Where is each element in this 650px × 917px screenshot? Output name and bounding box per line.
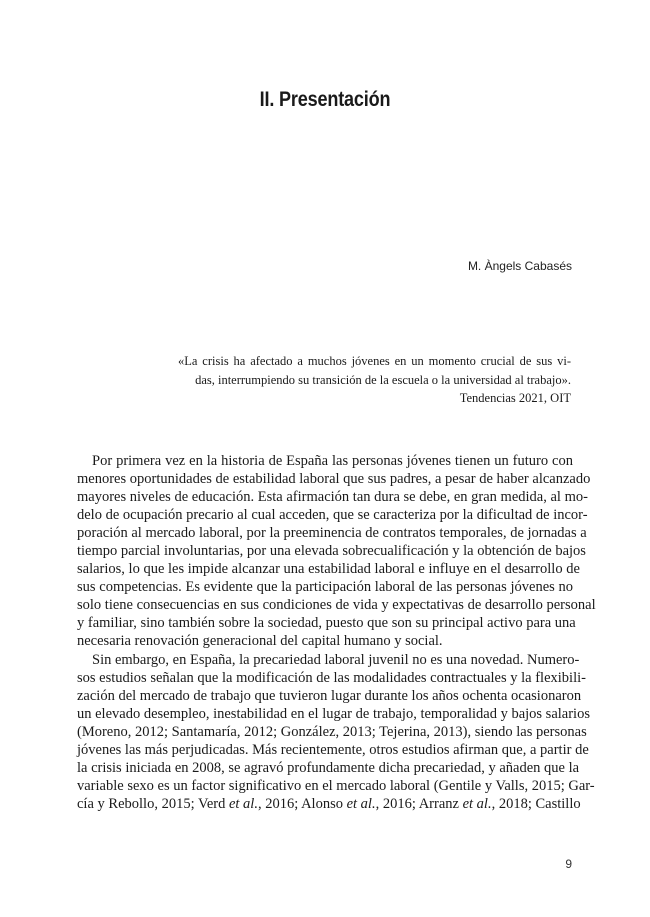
- paragraph-line: cía y Rebollo, 2015; Verd et al., 2016; Alonso et al., 2016; Arranz et al., 2018; Castillo: [77, 795, 581, 812]
- epigraph-quote: [178, 352, 571, 408]
- paragraph-line: delo de ocupación precario al cual acceden, que se caracteriza por la dificultad de incor-: [77, 507, 588, 524]
- paragraph-line: poración al mercado laboral, por la preeminencia de contratos temporales, de jornadas a: [77, 525, 587, 542]
- author-name: M. Àngels Cabasés: [467, 259, 572, 273]
- paragraph-line: necesaria renovación generacional del capital humano y social.: [77, 633, 443, 650]
- paragraph-line: la crisis iniciada en 2008, se agravó profundamente dicha precariedad, y añaden que la: [77, 759, 580, 776]
- paragraph-line: solo tiene consecuencias en sus condiciones de vida y expectativas de desarrollo personal: [77, 597, 596, 614]
- paragraph-line: un elevado desempleo, inestabilidad en el lugar de trabajo, temporalidad y bajos salarios: [77, 705, 590, 722]
- paragraph-line: variable sexo es un factor significativo en el mercado laboral (Gentile y Valls, 2015; Gar-: [77, 777, 595, 794]
- chapter-title: II. Presentación: [259, 88, 391, 111]
- et-al-italic: et al.: [462, 795, 492, 812]
- et-al-italic: et al.: [346, 795, 376, 812]
- paragraph-line: jóvenes las más perjudicadas. Más recientemente, otros estudios afirman que, a partir de: [77, 741, 589, 758]
- paragraph-line: (Moreno, 2012; Santamaría, 2012; González, 2013; Tejerina, 2013), siendo las personas: [77, 723, 587, 740]
- paragraph-line: salarios, lo que les impide alcanzar una estabilidad laboral e influye en el desarrollo de: [77, 561, 580, 578]
- body-text: [77, 452, 596, 813]
- paragraph-line: tiempo parcial involuntarias, por una elevada sobrecualificación y la obtención de bajos: [77, 543, 586, 560]
- page-number: 9: [565, 857, 572, 871]
- paragraph-line: Sin embargo, en España, la precariedad laboral juvenil no es una novedad. Numero-: [92, 651, 580, 668]
- epigraph-line: das, interrumpiendo su transición de la escuela o la universidad al trabajo».: [195, 372, 571, 387]
- et-al-italic: et al.: [228, 795, 258, 812]
- paragraph-line: menores oportunidades de estabilidad laboral que sus padres, a pesar de haber alcanzado: [77, 471, 591, 488]
- paragraph-line: sos estudios señalan que la modificación de las modalidades contractuales y la flexibili-: [77, 669, 586, 686]
- paragraph-line: zación del mercado de trabajo que tuvieron lugar durante los años ochenta ocasionaron: [77, 687, 582, 704]
- paragraph-line: sus competencias. Es evidente que la participación laboral de las personas jóvenes no: [77, 579, 573, 596]
- paragraph-line: mayores niveles de educación. Esta afirmación tan dura se debe, en gran medida, al mo-: [77, 489, 588, 506]
- paragraph-line: Por primera vez en la historia de España las personas jóvenes tienen un futuro con: [92, 453, 573, 469]
- paragraph-line: y familiar, sino también sobre la sociedad, puesto que son su principal activo para una: [77, 615, 576, 632]
- epigraph-source: Tendencias 2021, OIT: [459, 391, 571, 405]
- epigraph-line: «La crisis ha afectado a muchos jóvenes en un momento crucial de sus vi-: [178, 354, 571, 368]
